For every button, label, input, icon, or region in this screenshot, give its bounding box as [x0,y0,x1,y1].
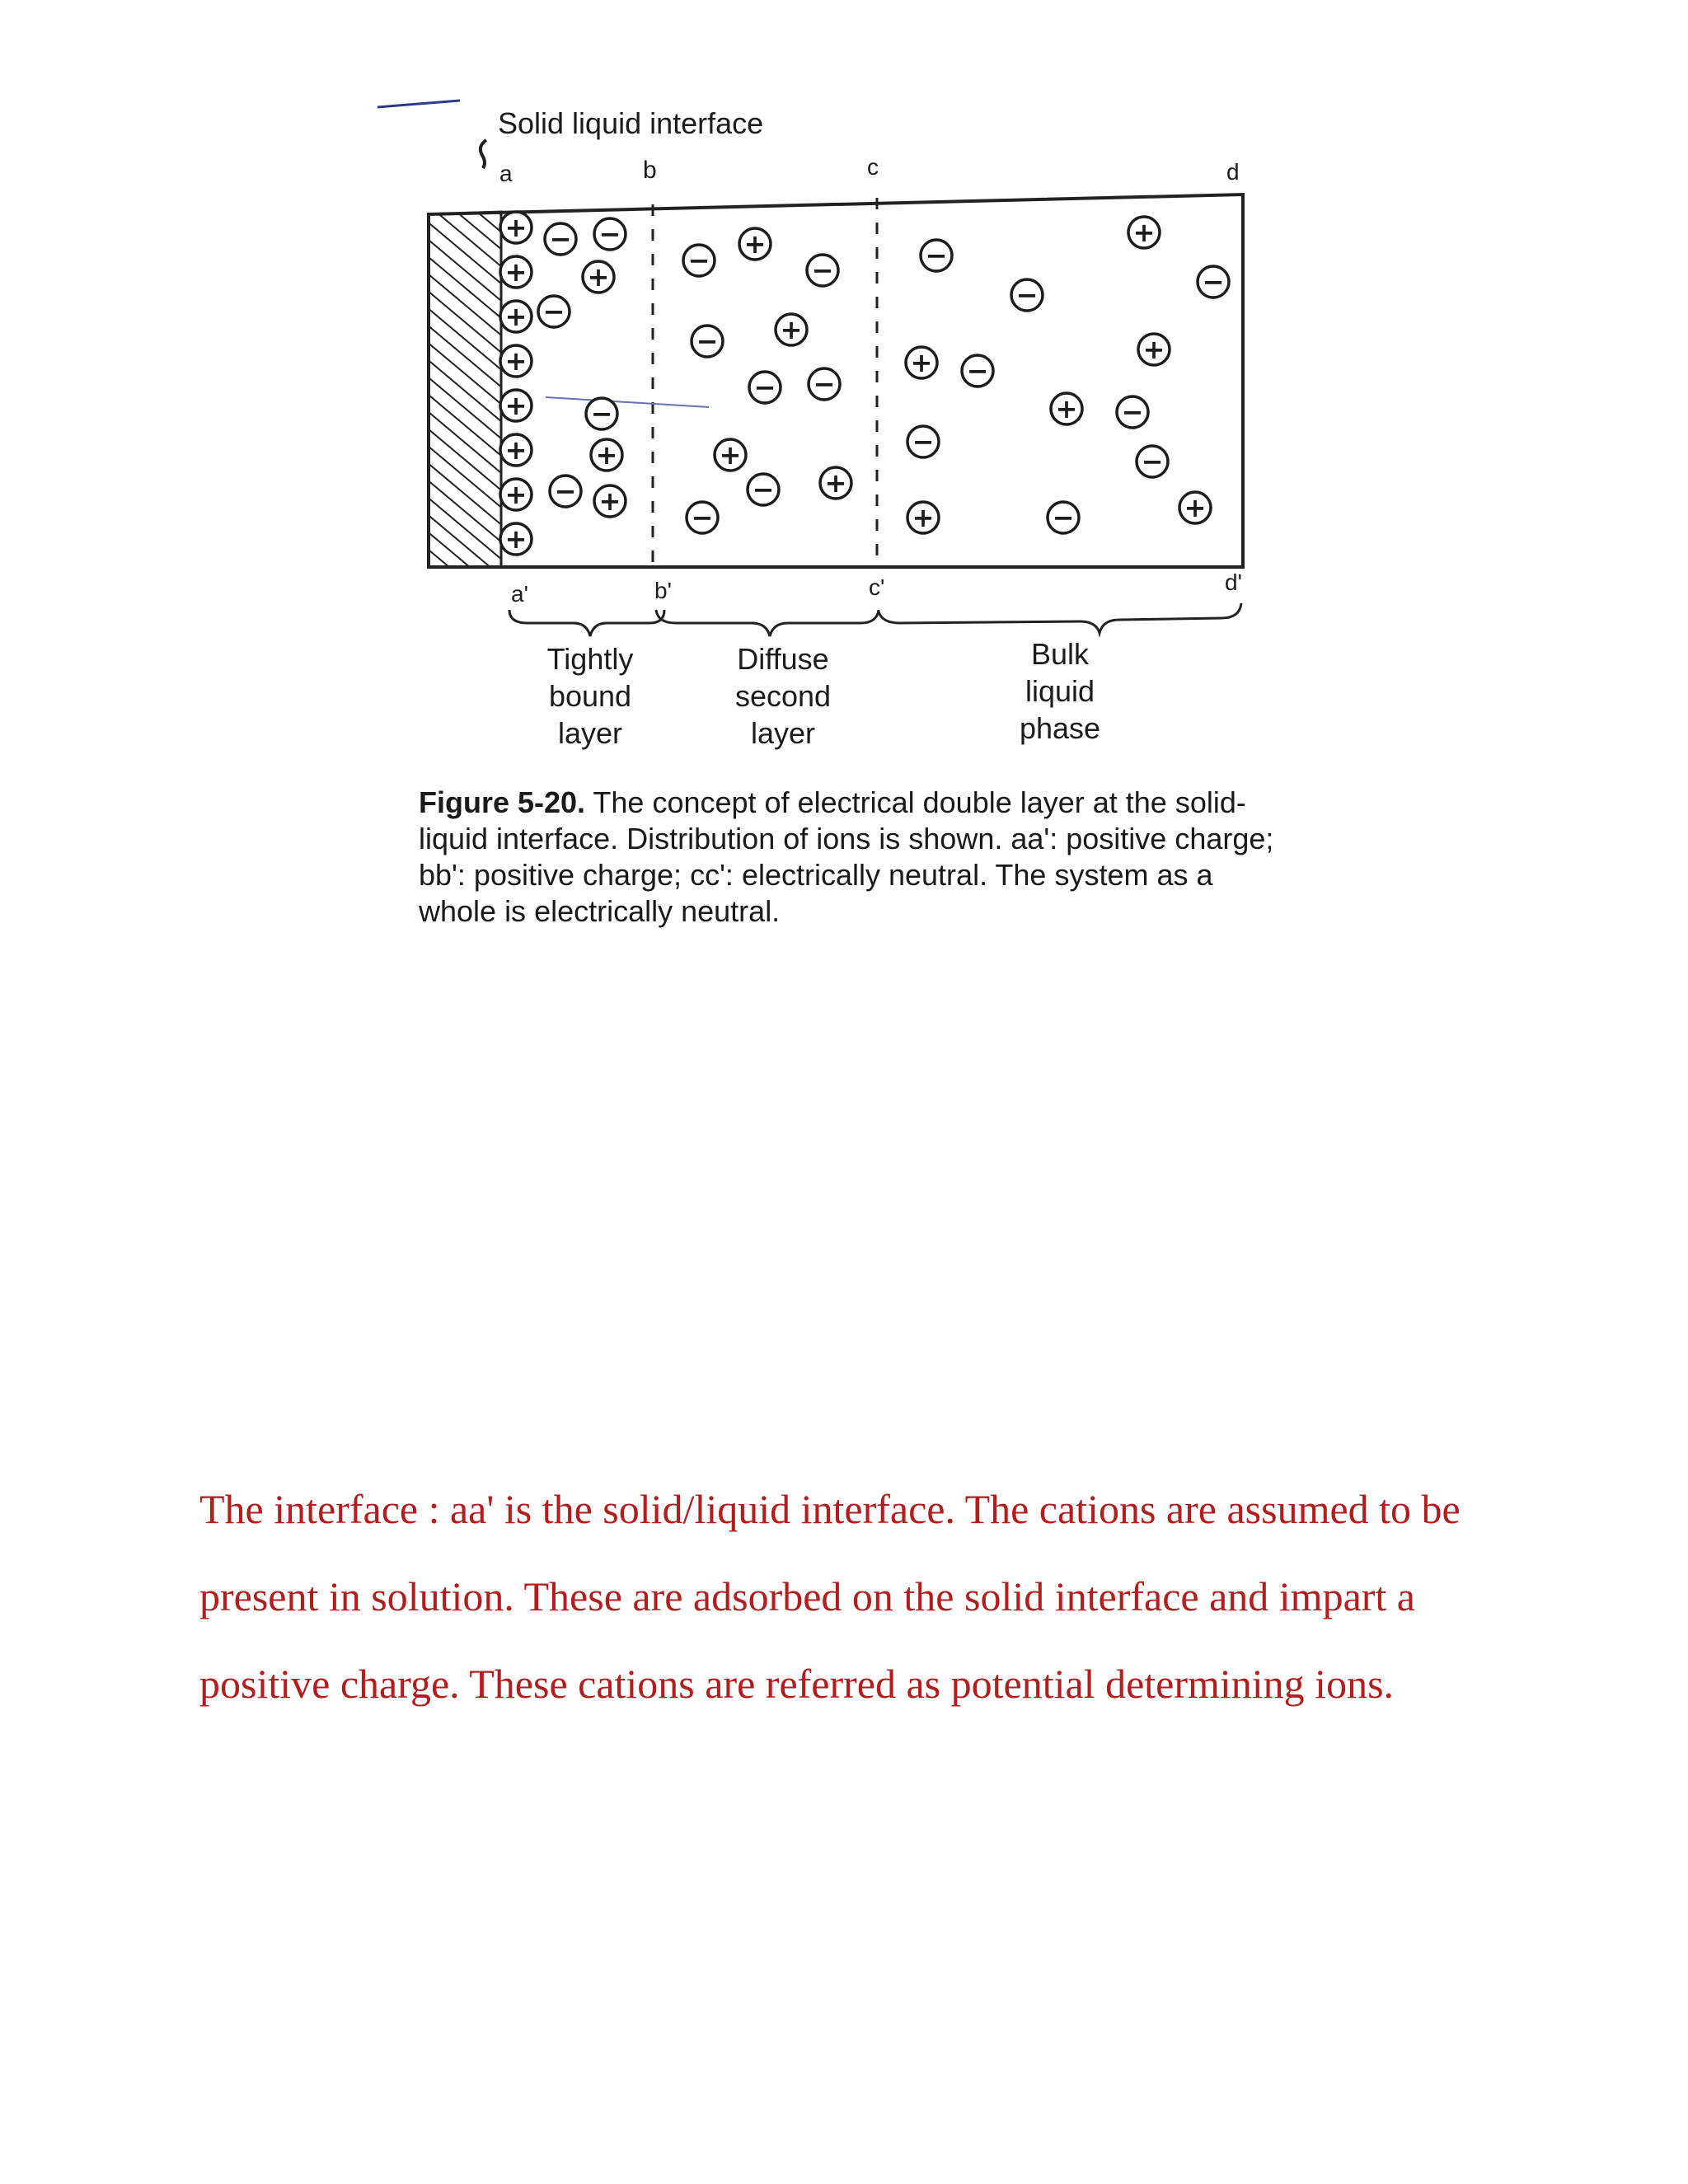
cation-icon [906,347,937,378]
label-d-prime: d' [1225,569,1242,595]
svg-text:−: − [1121,396,1144,428]
region-diffuse-line1: Diffuse [737,642,829,676]
svg-text:+: + [1055,393,1078,424]
svg-text:+: + [504,212,528,243]
label-b: b [643,157,657,184]
region-tightly-line3: layer [557,716,623,750]
cation-icon [1179,492,1211,523]
cation-icon [739,228,771,260]
cation-icon [500,523,532,555]
svg-text:−: − [813,368,836,400]
label-b-prime: b' [654,578,672,603]
svg-text:+: + [504,390,528,421]
ion-layer [500,212,1229,555]
cation-icon [715,439,746,471]
anion-icon [921,240,952,271]
svg-text:−: − [811,255,834,286]
cation-icon [500,212,532,243]
svg-text:+: + [719,439,742,471]
svg-text:−: − [590,398,613,429]
caption-text: The concept of electrical double layer at the solid-liquid interface. Distribution of ions is shown. aa': positive charge; bb': positive charge; cc': electrically neutral. The system as a whole is electrically neutral. [419,785,1274,928]
anion-icon [1117,396,1148,428]
pen-line [546,397,709,407]
cation-icon [907,502,939,533]
svg-text:+: + [504,523,528,555]
heading-pointer-icon [481,140,486,168]
svg-text:−: − [753,372,776,403]
cation-icon [500,434,532,466]
svg-text:+: + [1184,492,1207,523]
svg-text:+: + [504,256,528,288]
svg-text:−: − [1052,502,1075,533]
anion-icon [683,245,715,276]
svg-text:−: − [1141,446,1164,477]
region-tightly-line1: Tightly [546,642,634,676]
brace-diffuse [656,610,879,636]
brace-tightly-bound [509,610,664,636]
anion-icon [692,326,723,357]
anion-icon [748,474,779,505]
svg-text:−: − [687,245,710,276]
cation-icon [776,314,807,345]
anion-icon [550,476,581,507]
svg-text:+: + [504,301,528,332]
label-a-prime: a' [511,581,528,607]
anion-icon [586,398,617,429]
svg-text:−: − [542,296,565,327]
pen-mark [377,101,460,107]
anion-icon [809,368,840,400]
svg-text:+: + [910,347,933,378]
svg-text:+: + [743,228,767,260]
figure-caption [419,785,1292,930]
cation-icon [591,439,622,471]
figure-heading: Solid liquid interface [498,106,764,140]
cation-icon [500,256,532,288]
svg-text:−: − [1202,266,1225,298]
anion-icon [962,355,993,387]
svg-text:−: − [912,426,935,457]
cation-icon [500,479,532,510]
svg-text:−: − [691,502,714,533]
solid-surface [429,212,501,567]
svg-text:+: + [824,467,847,499]
region-diffuse-line2: second [734,679,832,713]
anion-icon [749,372,781,403]
label-d: d [1226,159,1240,185]
cation-icon [594,485,626,517]
electrical-double-layer-figure [363,82,1302,841]
cation-icon [583,261,614,293]
svg-text:+: + [504,345,528,377]
double-layer-diagram [363,82,1302,841]
anion-icon [687,502,718,533]
anion-icon [545,223,576,255]
anion-icon [1137,446,1168,477]
svg-text:+: + [1142,334,1165,365]
svg-text:+: + [504,479,528,510]
cation-icon [1128,217,1160,248]
cation-icon [500,345,532,377]
region-bulk-line2: liquid [1025,674,1095,708]
svg-text:−: − [549,223,572,255]
cation-icon [500,390,532,421]
svg-text:+: + [912,502,935,533]
brace-bulk [879,603,1241,633]
body-paragraph: The interface : aa' is the solid/liquid interface. The cations are assumed to be present in solution. These are adsorbed on the solid interface and impart a positive charge. These cations are referred as potential determining ions. [199,1486,1461,1707]
svg-text:+: + [780,314,803,345]
svg-text:−: − [966,355,989,387]
svg-text:+: + [598,485,621,517]
svg-text:−: − [1015,279,1039,311]
anion-icon [594,218,626,250]
anion-icon [1048,502,1079,533]
region-bulk-line1: Bulk [1030,637,1090,671]
cation-icon [1138,334,1170,365]
label-c: c [867,154,879,180]
svg-text:−: − [696,326,719,357]
svg-text:+: + [504,434,528,466]
svg-text:−: − [752,474,775,505]
anion-icon [1011,279,1043,311]
cation-icon [500,301,532,332]
cation-icon [820,467,851,499]
region-tightly-line2: bound [548,679,632,713]
label-c-prime: c' [869,574,885,600]
region-bulk-line3: phase [1019,711,1101,745]
label-a: a [499,161,513,186]
cation-icon [1051,393,1082,424]
svg-text:+: + [595,439,618,471]
anion-icon [538,296,570,327]
svg-text:+: + [1132,217,1156,248]
anion-icon [807,255,838,286]
svg-text:−: − [554,476,577,507]
caption-label: Figure 5-20. [419,785,586,819]
anion-icon [907,426,939,457]
region-diffuse-line3: layer [750,716,816,750]
svg-text:−: − [598,218,621,250]
svg-text:−: − [925,240,948,271]
svg-text:+: + [587,261,610,293]
anion-icon [1198,266,1229,298]
